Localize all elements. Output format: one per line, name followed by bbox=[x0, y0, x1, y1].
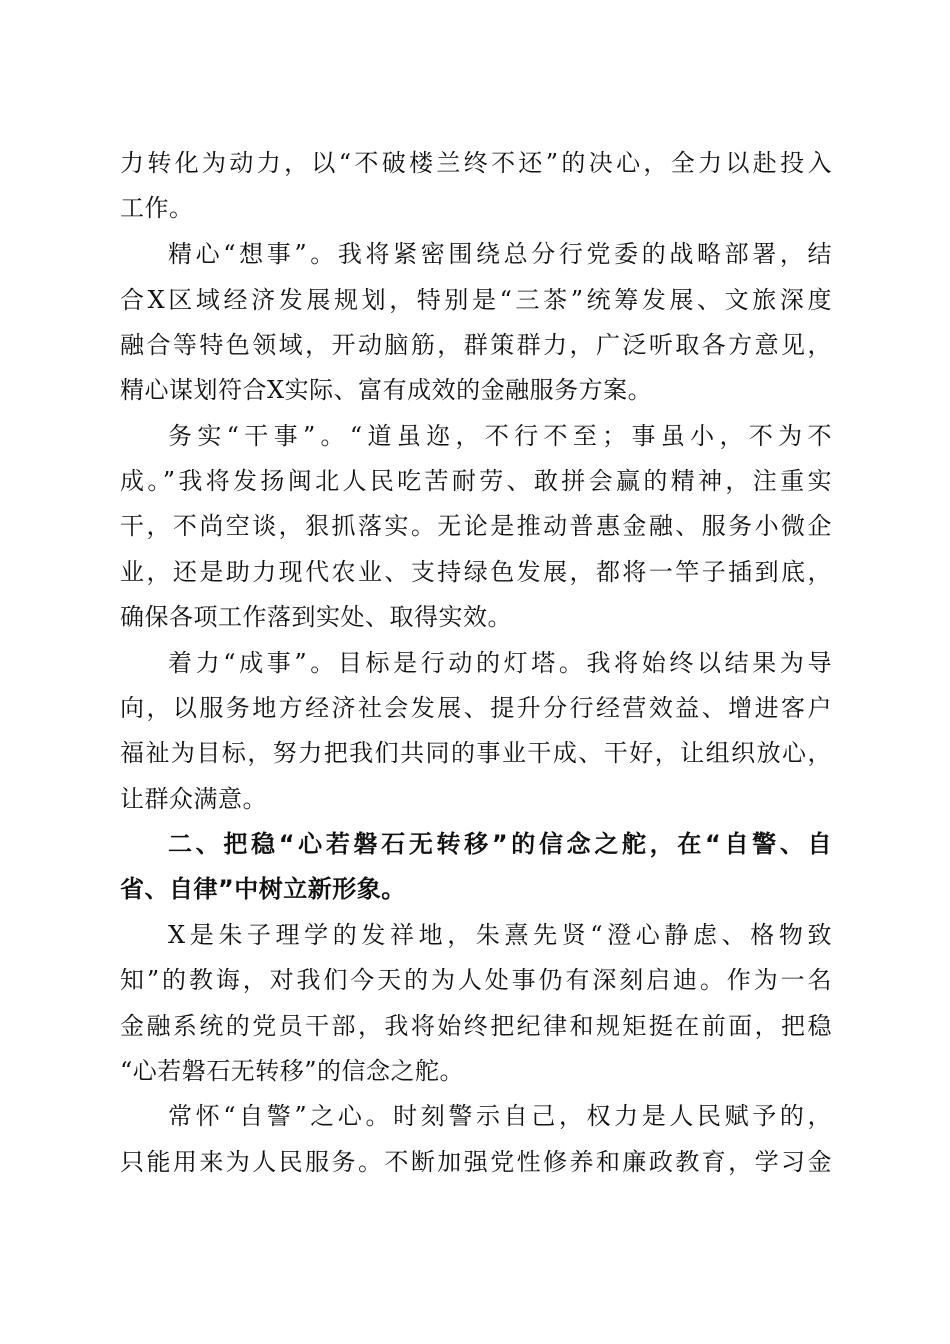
paragraph-line: 只能用来为人民服务。不断加强党性修养和廉政教育，学习金 bbox=[120, 1148, 832, 1176]
paragraph-line: “心若磐石无转移”的信念之舵。 bbox=[120, 1057, 465, 1085]
paragraph-line: 力转化为动力，以“不破楼兰终不还”的决心，全力以赴投入 bbox=[120, 149, 832, 177]
section-heading: 二、把稳“心若磐石无转移”的信念之舵，在“自警、自 bbox=[168, 830, 832, 858]
paragraph-line: 合X区域经济发展规划，特别是“三茶”统筹发展、文旅深度 bbox=[120, 286, 832, 314]
section-heading: 省、自律”中树立新形象。 bbox=[120, 875, 406, 903]
paragraph-line: 福祉为目标，努力把我们共同的事业干成、干好，让组织放心， bbox=[120, 739, 832, 767]
paragraph-line: 干，不尚空谈，狠抓落实。无论是推动普惠金融、服务小微企 bbox=[120, 512, 832, 540]
paragraph-line: 常怀“自警”之心。时刻警示自己，权力是人民赋予的， bbox=[168, 1102, 832, 1130]
paragraph-line: 向，以服务地方经济社会发展、提升分行经营效益、增进客户 bbox=[120, 694, 832, 722]
paragraph-line: 务实“干事”。“道虽迩，不行不至；事虽小，不为不 bbox=[168, 422, 832, 450]
paragraph-line: 融合等特色领域，开动脑筋，群策群力，广泛听取各方意见， bbox=[120, 331, 832, 359]
paragraph-line: 精心谋划符合X实际、富有成效的金融服务方案。 bbox=[120, 376, 653, 404]
paragraph-line: 知”的教诲，对我们今天的为人处事仍有深刻启迪。作为一名 bbox=[120, 966, 832, 994]
paragraph-line: 着力“成事”。目标是行动的灯塔。我将始终以结果为导 bbox=[168, 649, 832, 677]
paragraph-line: 精心“想事”。我将紧密围绕总分行党委的战略部署，结 bbox=[168, 240, 832, 268]
paragraph-line: 让群众满意。 bbox=[120, 785, 267, 813]
paragraph-line: 确保各项工作落到实处、取得实效。 bbox=[120, 603, 512, 631]
paragraph-line: 金融系统的党员干部，我将始终把纪律和规矩挺在前面，把稳 bbox=[120, 1012, 832, 1040]
paragraph-line: 业，还是助力现代农业、支持绿色发展，都将一竿子插到底， bbox=[120, 558, 832, 586]
paragraph-line: 工作。 bbox=[120, 194, 194, 222]
paragraph-line: X是朱子理学的发祥地，朱熹先贤“澄心静虑、格物致 bbox=[168, 921, 832, 949]
paragraph-line: 成。”我将发扬闽北人民吃苦耐劳、敢拼会赢的精神，注重实 bbox=[120, 467, 832, 495]
